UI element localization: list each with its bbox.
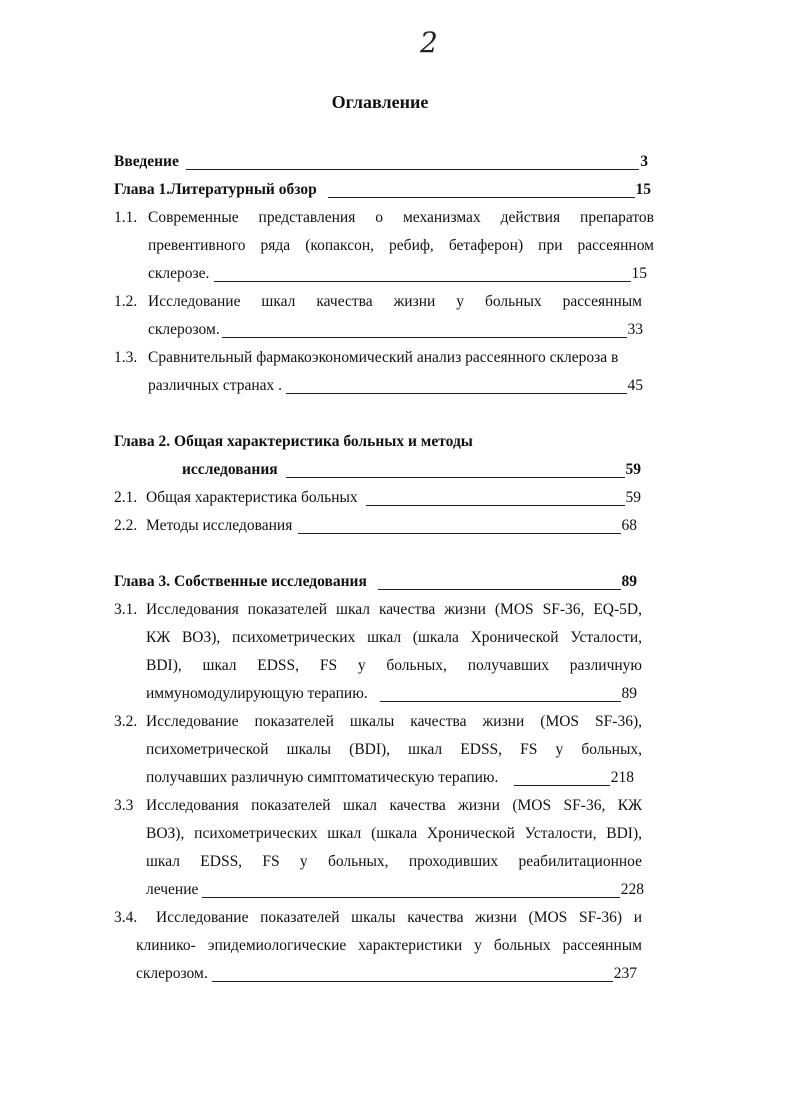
- toc-3-4-line2: клинико- эпидемиологические характеристики у больных рассеянным: [136, 937, 642, 954]
- toc-3-1-line4: иммуномодулирующую терапию.: [146, 685, 368, 702]
- toc-3-3-page: 228: [620, 881, 644, 898]
- toc-3-1-line1: Исследования показателей шкал качества жизни (MOS SF-36, EQ-5D,: [146, 601, 642, 618]
- toc-intro-page: 3: [640, 153, 648, 170]
- toc-2-2-leader: [298, 516, 637, 536]
- toc-3-4-page: 237: [613, 965, 637, 982]
- toc-3-2-line1: Исследование показателей шкалы качества жизни (MOS SF-36),: [146, 713, 642, 730]
- toc-1-1-line3: склерозе.: [148, 265, 210, 282]
- toc-1-3-number: 1.3.: [114, 349, 138, 366]
- toc-1-1-page: 15: [631, 265, 647, 282]
- toc-2-1-number: 2.1.: [114, 489, 138, 506]
- toc-1-1-leader: [214, 264, 647, 284]
- toc-2-2-page: 68: [621, 517, 637, 534]
- toc-3-4-line1: Исследование показателей шкалы качества жизни (MOS SF-36) и: [156, 909, 642, 926]
- toc-1-2-leader: [222, 320, 643, 340]
- toc-ch1-page: 15: [635, 181, 651, 198]
- toc-ch2-leader: [286, 460, 641, 480]
- toc-3-2-page: 218: [610, 769, 634, 786]
- toc-3-2-line3: получавших различную симптоматическую терапию.: [146, 769, 499, 786]
- toc-2-2-number: 2.2.: [114, 517, 138, 534]
- toc-1-1-number: 1.1.: [114, 209, 138, 226]
- toc-1-2-line2: склерозом.: [148, 321, 220, 338]
- toc-3-3-number: 3.3: [114, 797, 134, 814]
- toc-ch2-label-line1: Глава 2. Общая характеристика больных и методы: [114, 433, 473, 450]
- toc-ch3-leader: [378, 572, 637, 592]
- toc-intro-label: Введение: [114, 153, 179, 170]
- toc-2-2-text: Методы исследования: [146, 517, 293, 534]
- toc-1-2-number: 1.2.: [114, 293, 138, 310]
- toc-3-3-line2: ВОЗ), психометрических шкал (шкала Хронической Усталости, BDI),: [146, 825, 642, 842]
- toc-3-4-leader: [212, 964, 637, 984]
- toc-1-3-leader: [286, 376, 643, 396]
- toc-1-1-line1: Современные представления о механизмах действия препаратов: [148, 209, 654, 226]
- page-title: Оглавление: [331, 92, 429, 112]
- toc-3-1-number: 3.1.: [114, 601, 138, 618]
- toc-2-1-text: Общая характеристика больных: [146, 489, 358, 506]
- toc-2-1-leader: [366, 488, 641, 508]
- toc-1-3-line2: различных странах .: [148, 377, 283, 394]
- toc-3-3-line3: шкал EDSS, FS у больных, проходивших реабилитационное: [146, 853, 642, 870]
- toc-3-2-line2: психометрической шкалы (BDI), шкал EDSS, FS у больных,: [146, 741, 642, 758]
- toc-ch2-label-line2: исследования: [182, 461, 278, 478]
- toc-ch1-label: Глава 1.Литературный обзор: [114, 181, 317, 198]
- toc-2-1-page: 59: [625, 489, 641, 506]
- toc-3-1-leader: [380, 684, 637, 704]
- toc-intro-leader: [186, 152, 648, 172]
- toc-ch3-label: Глава 3. Собственные исследования: [114, 573, 367, 590]
- toc-3-4-number: 3.4.: [114, 909, 138, 926]
- toc-3-1-page: 89: [621, 685, 637, 702]
- toc-3-3-line1: Исследования показателей шкал качества жизни (MOS SF-36, КЖ: [146, 797, 642, 814]
- toc-3-3-line4: лечение: [146, 881, 199, 898]
- toc-3-1-line3: BDI), шкал EDSS, FS у больных, получавших различную: [146, 657, 642, 674]
- toc-3-1-line2: КЖ ВОЗ), психометрических шкал (шкала Хронической Усталости,: [146, 629, 642, 646]
- toc-3-2-number: 3.2.: [114, 713, 138, 730]
- toc-ch2-page: 59: [625, 461, 641, 478]
- toc-3-2-leader: [514, 768, 634, 788]
- toc-ch3-page: 89: [621, 573, 637, 590]
- toc-3-3-leader: [202, 880, 644, 900]
- toc-1-2-line1: Исследование шкал качества жизни у больных рассеянным: [148, 293, 642, 310]
- toc-3-4-line3: склерозом.: [136, 965, 208, 982]
- toc-1-3-line1: Сравнительный фармакоэкономический анализ рассеянного склероза в: [148, 349, 619, 366]
- toc-1-1-line2: превентивного ряда (копаксон, ребиф, бетаферон) при рассеянном: [148, 237, 654, 254]
- toc-1-3-page: 45: [627, 377, 643, 394]
- toc-1-2-page: 33: [627, 321, 643, 338]
- page-number-handwritten: 2: [420, 26, 438, 59]
- toc-ch1-leader: [328, 180, 651, 200]
